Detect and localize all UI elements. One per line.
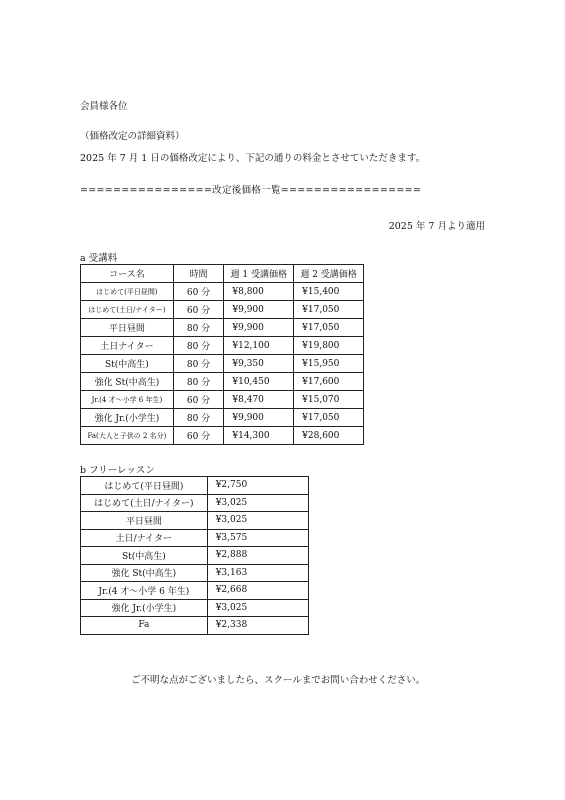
course-cell: 平日昼間 — [81, 319, 174, 337]
time-cell: 80 分 — [173, 355, 224, 373]
table-row — [81, 582, 309, 600]
header-time: 時間 — [173, 265, 224, 283]
weekly-2-price: ¥19,800 — [294, 337, 364, 355]
course-cell: 強化 Jr.(小学生) — [81, 409, 174, 427]
table-row — [81, 564, 309, 582]
table-row — [81, 617, 309, 635]
weekly-2-price: ¥28,600 — [294, 427, 364, 445]
course-cell: Fa(大人と子供の 2 名分) — [81, 427, 174, 445]
table-row — [81, 494, 309, 512]
weekly-1-price: ¥8,470 — [224, 391, 294, 409]
course-cell: 強化 St(中高生) — [81, 373, 174, 391]
weekly-1-price: ¥9,900 — [224, 409, 294, 427]
price-cell: ¥2,668 — [207, 582, 308, 600]
table-row — [81, 599, 309, 617]
course-cell: St(中高生) — [81, 547, 208, 565]
price-cell: ¥3,025 — [207, 494, 308, 512]
table-row — [81, 477, 309, 495]
weekly-1-price: ¥9,900 — [224, 301, 294, 319]
time-cell: 80 分 — [173, 373, 224, 391]
time-cell: 80 分 — [173, 337, 224, 355]
table-row — [81, 373, 364, 391]
weekly-1-price: ¥8,800 — [224, 283, 294, 301]
weekly-2-price: ¥17,050 — [294, 409, 364, 427]
weekly-2-price: ¥17,600 — [294, 373, 364, 391]
course-cell: 強化 St(中高生) — [81, 564, 208, 582]
weekly-2-price: ¥17,050 — [294, 301, 364, 319]
course-cell: 平日昼間 — [81, 512, 208, 530]
free-lesson-table — [80, 476, 309, 635]
section-b-title: b フリーレッスン — [80, 465, 155, 476]
table-row — [81, 427, 364, 445]
table-row — [81, 529, 309, 547]
course-cell: St(中高生) — [81, 355, 174, 373]
weekly-2-price: ¥15,070 — [294, 391, 364, 409]
table-row — [81, 391, 364, 409]
course-cell: はじめて(土日/ナイター) — [81, 301, 174, 319]
time-cell: 60 分 — [173, 391, 224, 409]
greeting: 会員様各位 — [80, 101, 128, 112]
header-weekly-2: 週 2 受講価格 — [294, 265, 364, 283]
course-cell: Jr.(4 才～小学 6 年生) — [81, 582, 208, 600]
price-cell: ¥3,163 — [207, 564, 308, 582]
effective-date: 2025 年 7 月より適用 — [388, 221, 485, 232]
table-row — [81, 319, 364, 337]
course-cell: 強化 Jr.(小学生) — [81, 599, 208, 617]
header-course: コース名 — [81, 265, 174, 283]
course-cell: はじめて(平日昼間) — [81, 283, 174, 301]
time-cell: 80 分 — [173, 409, 224, 427]
table-row — [81, 301, 364, 319]
price-cell: ¥3,025 — [207, 512, 308, 530]
price-cell: ¥2,338 — [207, 617, 308, 635]
table-row — [81, 283, 364, 301]
weekly-1-price: ¥10,450 — [224, 373, 294, 391]
tuition-table — [80, 264, 364, 445]
divider-heading: ================改定後価格一覧================= — [80, 185, 422, 196]
header-weekly-1: 週 1 受講価格 — [224, 265, 294, 283]
table-row — [81, 355, 364, 373]
course-cell: 土日/ナイター — [81, 529, 208, 547]
course-cell: はじめて(土日/ナイター) — [81, 494, 208, 512]
weekly-2-price: ¥15,950 — [294, 355, 364, 373]
weekly-1-price: ¥9,900 — [224, 319, 294, 337]
weekly-2-price: ¥15,400 — [294, 283, 364, 301]
time-cell: 60 分 — [173, 283, 224, 301]
table-row — [81, 337, 364, 355]
course-cell: はじめて(平日昼間) — [81, 477, 208, 495]
table-row — [81, 409, 364, 427]
section-a-title: a 受講料 — [80, 253, 118, 264]
weekly-1-price: ¥14,300 — [224, 427, 294, 445]
price-cell: ¥3,025 — [207, 599, 308, 617]
price-cell: ¥3,575 — [207, 529, 308, 547]
intro-text: 2025 年 7 月 1 日の価格改定により、下記の通りの料金とさせていただきます。 — [80, 153, 426, 164]
weekly-1-price: ¥12,100 — [224, 337, 294, 355]
course-cell: Jr.(4 才～小学 6 年生) — [81, 391, 174, 409]
price-cell: ¥2,888 — [207, 547, 308, 565]
time-cell: 80 分 — [173, 319, 224, 337]
course-cell: Fa — [81, 617, 208, 635]
table-row — [81, 547, 309, 565]
table-row — [81, 512, 309, 530]
weekly-2-price: ¥17,050 — [294, 319, 364, 337]
time-cell: 60 分 — [173, 301, 224, 319]
time-cell: 60 分 — [173, 427, 224, 445]
subject: （価格改定の詳細資料） — [80, 131, 185, 142]
closing-note: ご不明な点がございましたら、スクールまでお問い合わせください。 — [131, 675, 426, 686]
price-cell: ¥2,750 — [207, 477, 308, 495]
course-cell: 土日ナイター — [81, 337, 174, 355]
weekly-1-price: ¥9,350 — [224, 355, 294, 373]
